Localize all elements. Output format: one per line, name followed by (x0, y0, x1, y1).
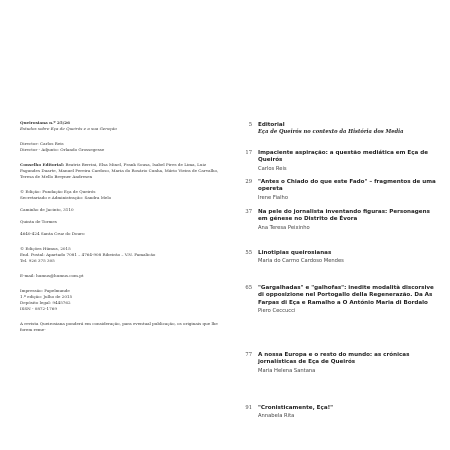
address-line: 4640-424 Santa Cruz do Douro (20, 231, 85, 236)
entry-author: Irene Fialho (258, 194, 288, 201)
publisher-address: End. Postal: Apartado 7081 – 4764-908 Ribeirão – V.N. Famalicão (20, 252, 156, 257)
director-line: Director: Carlos Reis (20, 141, 64, 146)
legal-deposit: Depósito legal: 9445762 (20, 300, 71, 305)
edition-line: © Edição: Fundação Eça de Queirós (20, 189, 96, 194)
entry-author: Annabela Rita (258, 413, 295, 420)
page-number: 29 (245, 179, 252, 185)
colophon (20, 120, 225, 333)
email-line: E-mail: humus@humus.com.pt (20, 273, 84, 278)
publisher-line: © Edições Húmus, 2015 (20, 246, 71, 251)
address-line: Caminho de Jacinto, 3110 (20, 207, 74, 212)
entry-title: Editorial (258, 122, 285, 128)
journal-title: Queirosiana n.º 25/26 (20, 120, 70, 125)
entry-title: "Cronisticamente, Eça!" (258, 405, 334, 411)
issn-line: ISSN - 0872-1769 (20, 306, 57, 311)
footer-note: A revista Queirosiana ponderá em consideração, para eventual publicação, os originais que lhe forem reme- (20, 321, 218, 332)
print-line: Impressão: Papelmunde (20, 288, 70, 293)
page-number: 65 (245, 285, 252, 291)
page-number: 17 (245, 150, 252, 156)
phone-line: Tel. 926 375 305 (20, 258, 55, 263)
editorial-council: Conselho Editorial: Beatriz Berrini, Elsa Minel, Frank Sousa, Isabel Pires de Lima, Luiz Fagundes Duarte, Manuel Pereira Cardoso, Maria do Rosário Cunha, Mário Vieira de Carvalho, Teresa de Mello Breyner Andresen (20, 162, 219, 179)
secretariat-line: Secretariado e Administração: Sandra Melo (20, 195, 112, 200)
page-number: 91 (245, 405, 252, 411)
page-number: 77 (245, 352, 252, 358)
entry-title: "Antes o Chiado do que este Fado" – fragmentos de uma opereta (258, 179, 436, 193)
entry-author: Maria Helena Santana (258, 367, 316, 374)
entry-author: Maria do Carmo Cardoso Mendes (258, 258, 344, 265)
entry-title: Linotipias queirosianas (258, 250, 332, 256)
entry-title: A nossa Europa e o resto do mundo: as crónicas jornalísticas de Eça de Queirós (258, 352, 410, 366)
entry-author: Piero Ceccucci (258, 308, 296, 315)
entry-subtitle: Eça de Queirós no contexto da História dos Media (258, 129, 404, 136)
journal-subtitle: Estudos sobre Eça de Queirós e a sua Geração (20, 126, 117, 131)
entry-author: Carlos Reis (258, 165, 287, 172)
page-number: 5 (248, 122, 252, 128)
entry-title: "Gargalhadas" e "galhofas": inedite modalità discorsive di opposizione nel Portogallo della Regenerazão. Da As Farpas di Eça e Ramalho a O António Maria di Bordalo (258, 285, 434, 306)
entry-title: Impaciente aspiração: a questão mediática em Eça de Queirós (258, 150, 429, 164)
entry-title: Na pele do jornalista inventando figuras: Personagens em génese no Distrito de Évora (258, 209, 430, 223)
entry-author: Ana Teresa Peixinho (258, 224, 310, 231)
page-number: 37 (245, 209, 252, 215)
deputy-director-line: Director - Adjunto: Orlando Grossegesse (20, 147, 105, 152)
address-line: Quinta de Tormes (20, 219, 57, 224)
edition-date: 1.ª edição: Julho de 2015 (20, 294, 73, 299)
page-number: 55 (245, 250, 252, 256)
